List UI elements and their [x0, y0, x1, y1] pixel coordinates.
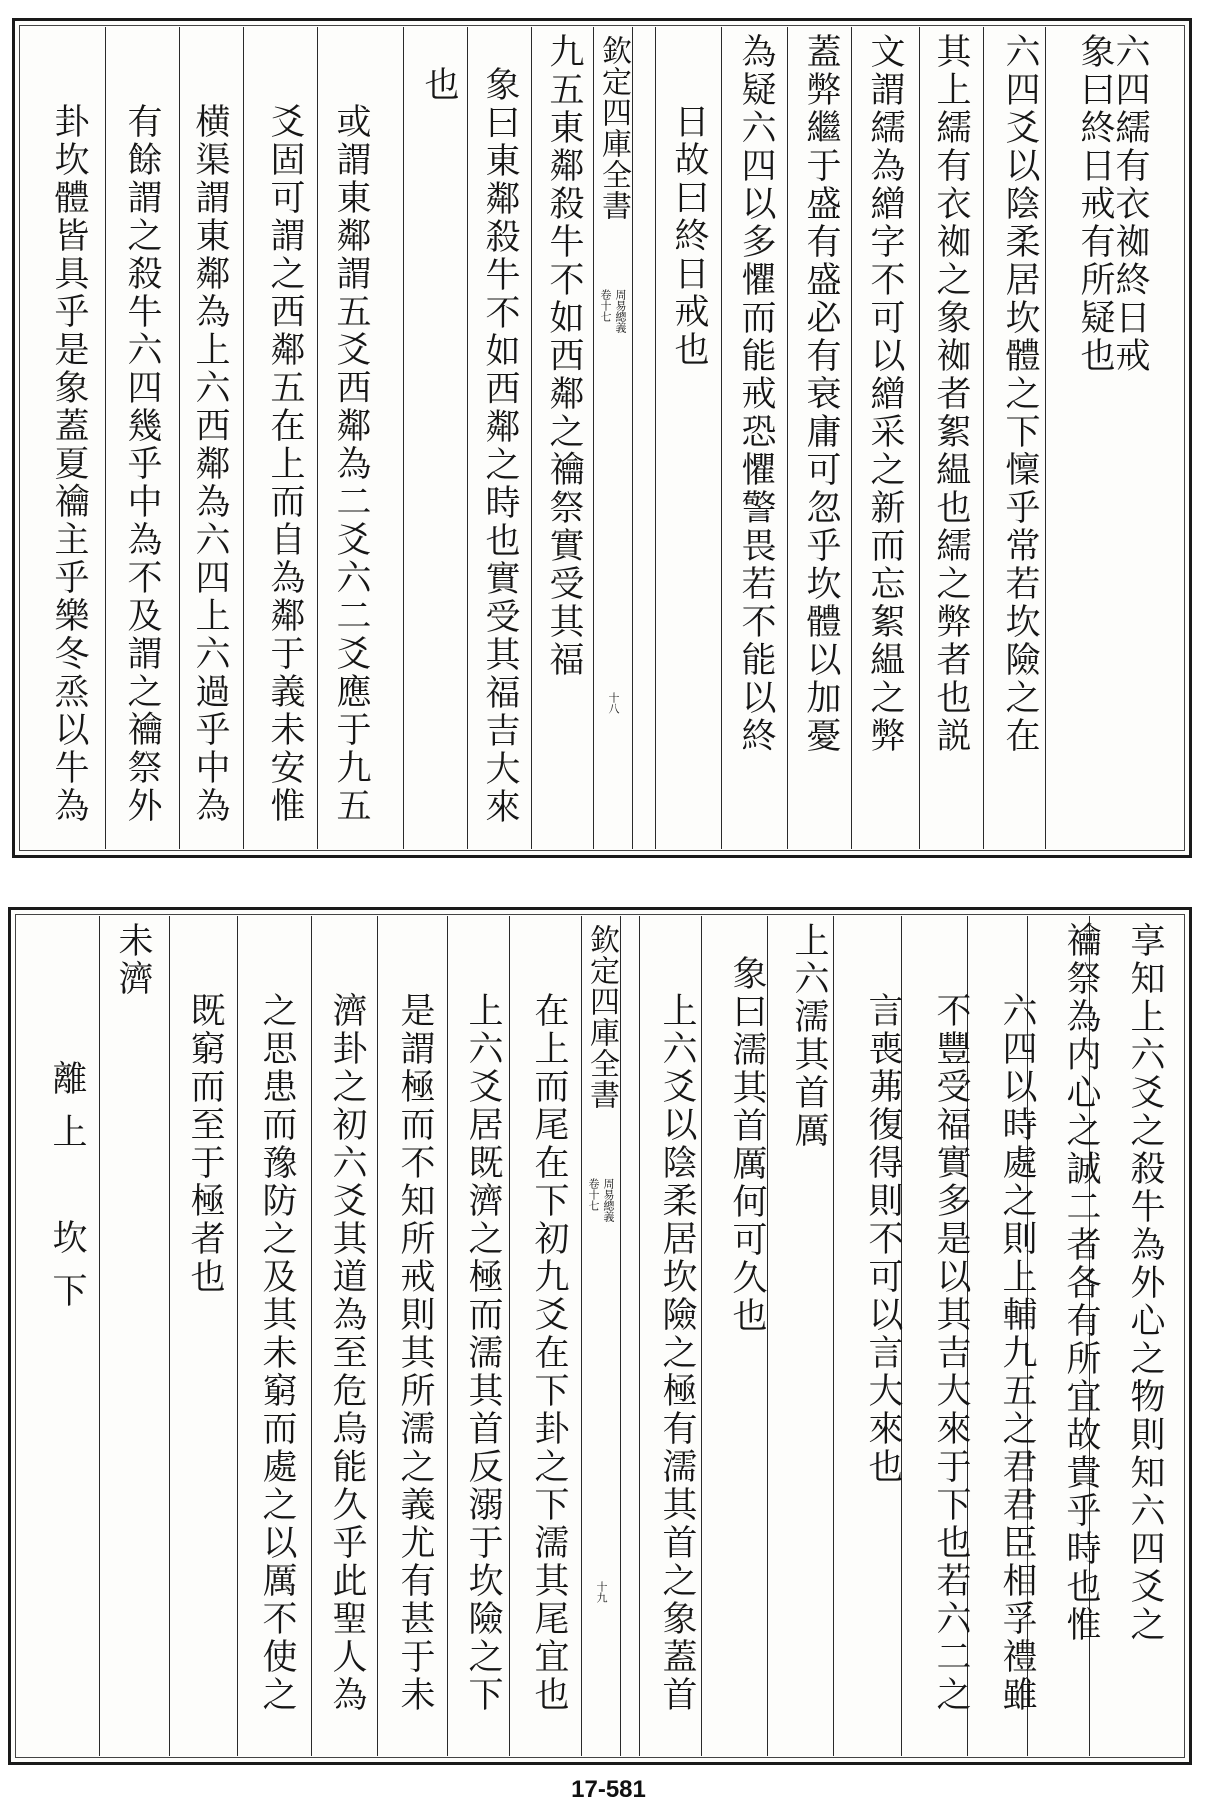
text-column: 或謂東鄰謂五爻西鄰為二爻六二爻應于九五: [331, 103, 371, 825]
column-rule: [787, 27, 788, 849]
text-column: 禴祭為内心之誠二者各有所宜故貴乎時也惟: [1061, 922, 1101, 1644]
text-column: 文謂繻為繒字不可以繒采之新而忘絮緼之弊: [865, 33, 905, 755]
text-column: 未濟: [113, 922, 153, 998]
column-rule: [639, 916, 640, 1756]
text-column: 九五東鄰殺牛不如西鄰之禴祭實受其福: [544, 33, 584, 679]
text-column: 不豐受福實多是以其吉大來于下也若六二之: [931, 992, 971, 1714]
text-column: 上六爻以陰柔居坎險之極有濡其首之象蓋首: [657, 992, 697, 1714]
text-column: 之思患而豫防之及其未窮而處之以厲不使之: [257, 992, 297, 1714]
column-rule: [655, 27, 656, 849]
leaf-number: 十九: [595, 1581, 608, 1603]
text-column: 也: [419, 66, 459, 104]
column-rule: [919, 27, 920, 849]
center-margin-strip: [581, 916, 621, 1756]
book-name: 周易總義: [602, 1178, 615, 1222]
column-rule: [851, 27, 852, 849]
column-rule: [403, 27, 404, 849]
leaf-number: 十八: [607, 692, 620, 714]
book-title: 欽定四庫全書: [584, 924, 619, 1110]
column-rule: [983, 27, 984, 849]
text-column: 象曰濡其首厲何可久也: [727, 955, 767, 1335]
column-rule: [105, 27, 106, 849]
text-column: 六四繻有衣袽終日戒: [1110, 33, 1150, 375]
text-column: 上六濡其首厲: [789, 922, 829, 1150]
text-column: 象曰東鄰殺牛不如西鄰之時也實受其福吉大來: [480, 66, 520, 826]
column-rule: [99, 916, 100, 1756]
center-margin-strip: [593, 27, 633, 849]
page-label: 17-581: [571, 1776, 646, 1803]
column-rule: [169, 916, 170, 1756]
text-column: 卦坎體皆具乎是象蓋夏禴主乎樂冬烝以牛為: [49, 103, 89, 825]
text-column: 象曰終日戒有所疑也: [1075, 33, 1115, 375]
column-rule: [237, 916, 238, 1756]
book-subtitle: [582, 1178, 620, 1222]
text-column: 離上 坎下: [47, 1060, 87, 1325]
column-rule: [447, 916, 448, 1756]
text-column: 其上繻有衣袽之象袽者絮緼也繻之弊者也説: [931, 33, 971, 755]
book-title: 欽定四庫全書: [596, 35, 631, 221]
text-column: 是謂極而不知所戒則其所濡之義尤有甚于未: [395, 992, 435, 1714]
text-column: 上六爻居既濟之極而濡其首反溺于坎險之下: [463, 992, 503, 1714]
text-column: 蓋弊繼于盛有盛必有衰庸可忽乎坎體以加憂: [801, 33, 841, 755]
column-rule: [531, 27, 532, 849]
text-column: 六四爻以陰柔居坎體之下懍乎常若坎險之在: [1000, 33, 1040, 755]
column-rule: [317, 27, 318, 849]
text-column: 日故曰終日戒也: [669, 103, 709, 369]
text-column: 在上而尾在下初九爻在下卦之下濡其尾宜也: [529, 992, 569, 1714]
text-column: 濟卦之初六爻其道為至危烏能久乎此聖人為: [327, 992, 367, 1714]
column-rule: [243, 27, 244, 849]
book-subtitle: [594, 289, 632, 333]
column-rule: [311, 916, 312, 1756]
text-column: 爻固可謂之西鄰五在上而自為鄰于義未安惟: [265, 103, 305, 825]
chapter-label: 卷十七: [599, 289, 612, 322]
top-page: [12, 18, 1192, 858]
text-column: 横渠謂東鄰為上六西鄰為六四上六過乎中為: [190, 103, 230, 825]
text-column: 有餘謂之殺牛六四幾乎中為不及謂之禴祭外: [122, 103, 162, 825]
text-column: 既窮而至于極者也: [185, 992, 225, 1296]
column-rule: [721, 27, 722, 849]
text-column: 享知上六爻之殺牛為外心之物則知六四爻之: [1125, 922, 1165, 1644]
chapter-label: 卷十七: [587, 1178, 600, 1211]
text-column: 為疑六四以多懼而能戒恐懼警畏若不能以終: [736, 33, 776, 755]
bottom-page: [8, 907, 1192, 1765]
book-name: 周易總義: [614, 289, 627, 333]
text-column: 六四以時處之則上輔九五之君君臣相孚禮雖: [997, 992, 1037, 1714]
text-column: 言喪茀復得則不可以言大來也: [863, 992, 903, 1486]
column-rule: [377, 916, 378, 1756]
